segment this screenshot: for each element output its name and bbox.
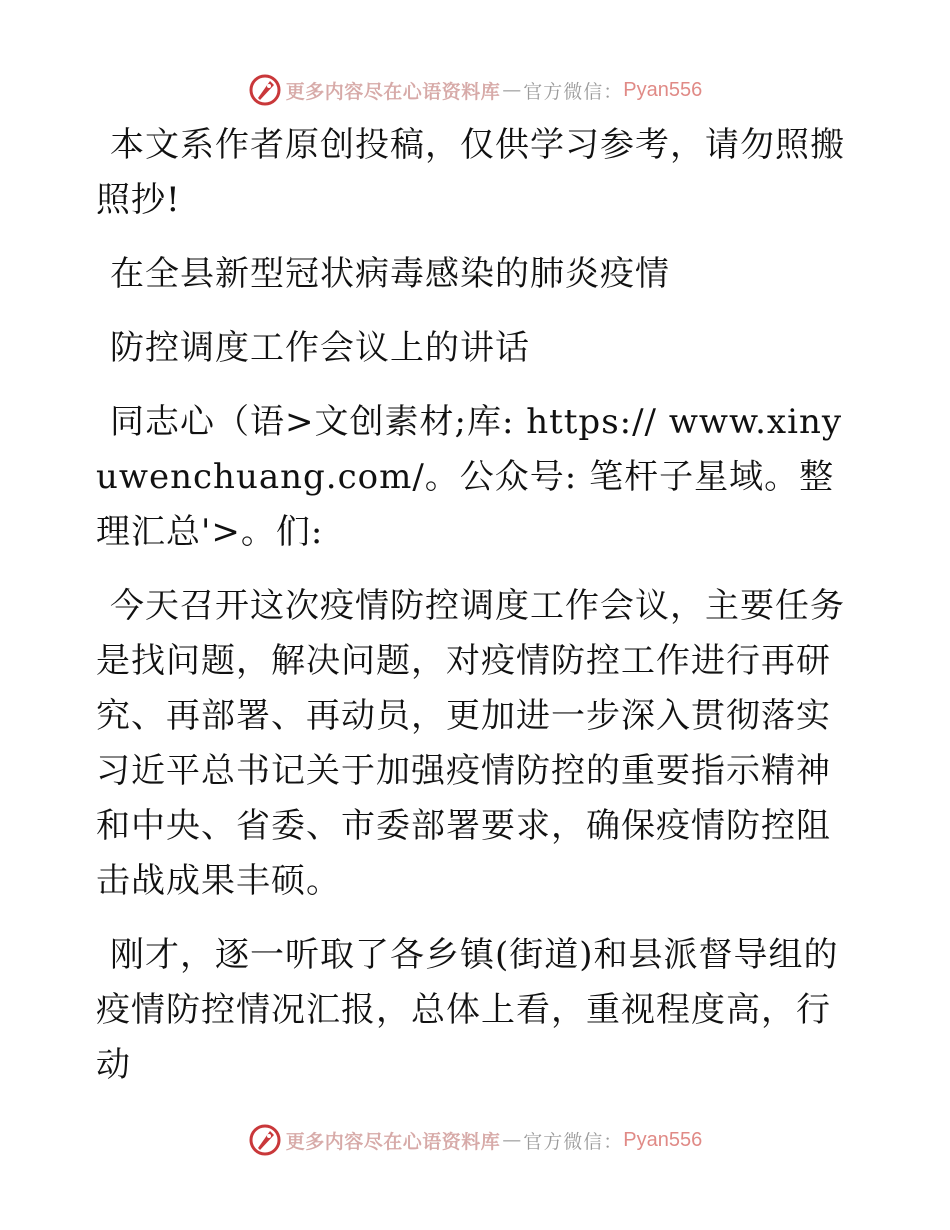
banner-text: 更多内容尽在心语资料库 xyxy=(285,1130,501,1153)
pen-nib-logo-icon xyxy=(248,1123,282,1157)
header-banner xyxy=(0,70,950,110)
banner-wechat-id: Pyan556 xyxy=(623,78,703,101)
banner-wechat-label: 官方微信： xyxy=(523,80,624,103)
salutation-paragraph: 同志心（语>文创素材;库: https:// www.xinyuwenchuang.com/。公众号: 笔杆子星域。整理汇总'>。们: xyxy=(96,402,843,552)
banner-wechat-label: 官方微信： xyxy=(523,1130,624,1153)
body-paragraph: 刚才，逐一听取了各乡镇(街道)和县派督导组的疫情防控情况汇报，总体上看，重视程度高，行动 xyxy=(96,935,839,1085)
body-paragraph: 今天召开这次疫情防控调度工作会议，主要任务是找问题，解决问题，对疫情防控工作进行再研究、再部署、再动员，更加进一步深入贯彻落实习近平总书记关于加强疫情防控的重要指示精神和中央、省委、市委部署要求，确保疫情防控阻击战成果丰硕。 xyxy=(96,586,845,901)
pen-nib-logo-icon xyxy=(248,73,282,107)
disclaimer-paragraph: 本文系作者原创投稿，仅供学习参考，请勿照搬照抄! xyxy=(96,125,845,220)
speech-title-line-1: 在全县新型冠状病毒感染的肺炎疫情 xyxy=(110,254,670,294)
banner-separator: — xyxy=(502,79,522,101)
banner-wechat-id: Pyan556 xyxy=(623,1128,703,1151)
banner-text: 更多内容尽在心语资料库 xyxy=(285,80,501,103)
document-body xyxy=(96,118,856,1112)
speech-title-line-2: 防控调度工作会议上的讲话 xyxy=(110,328,530,368)
banner-separator: — xyxy=(502,1129,522,1151)
footer-banner xyxy=(0,1120,950,1160)
